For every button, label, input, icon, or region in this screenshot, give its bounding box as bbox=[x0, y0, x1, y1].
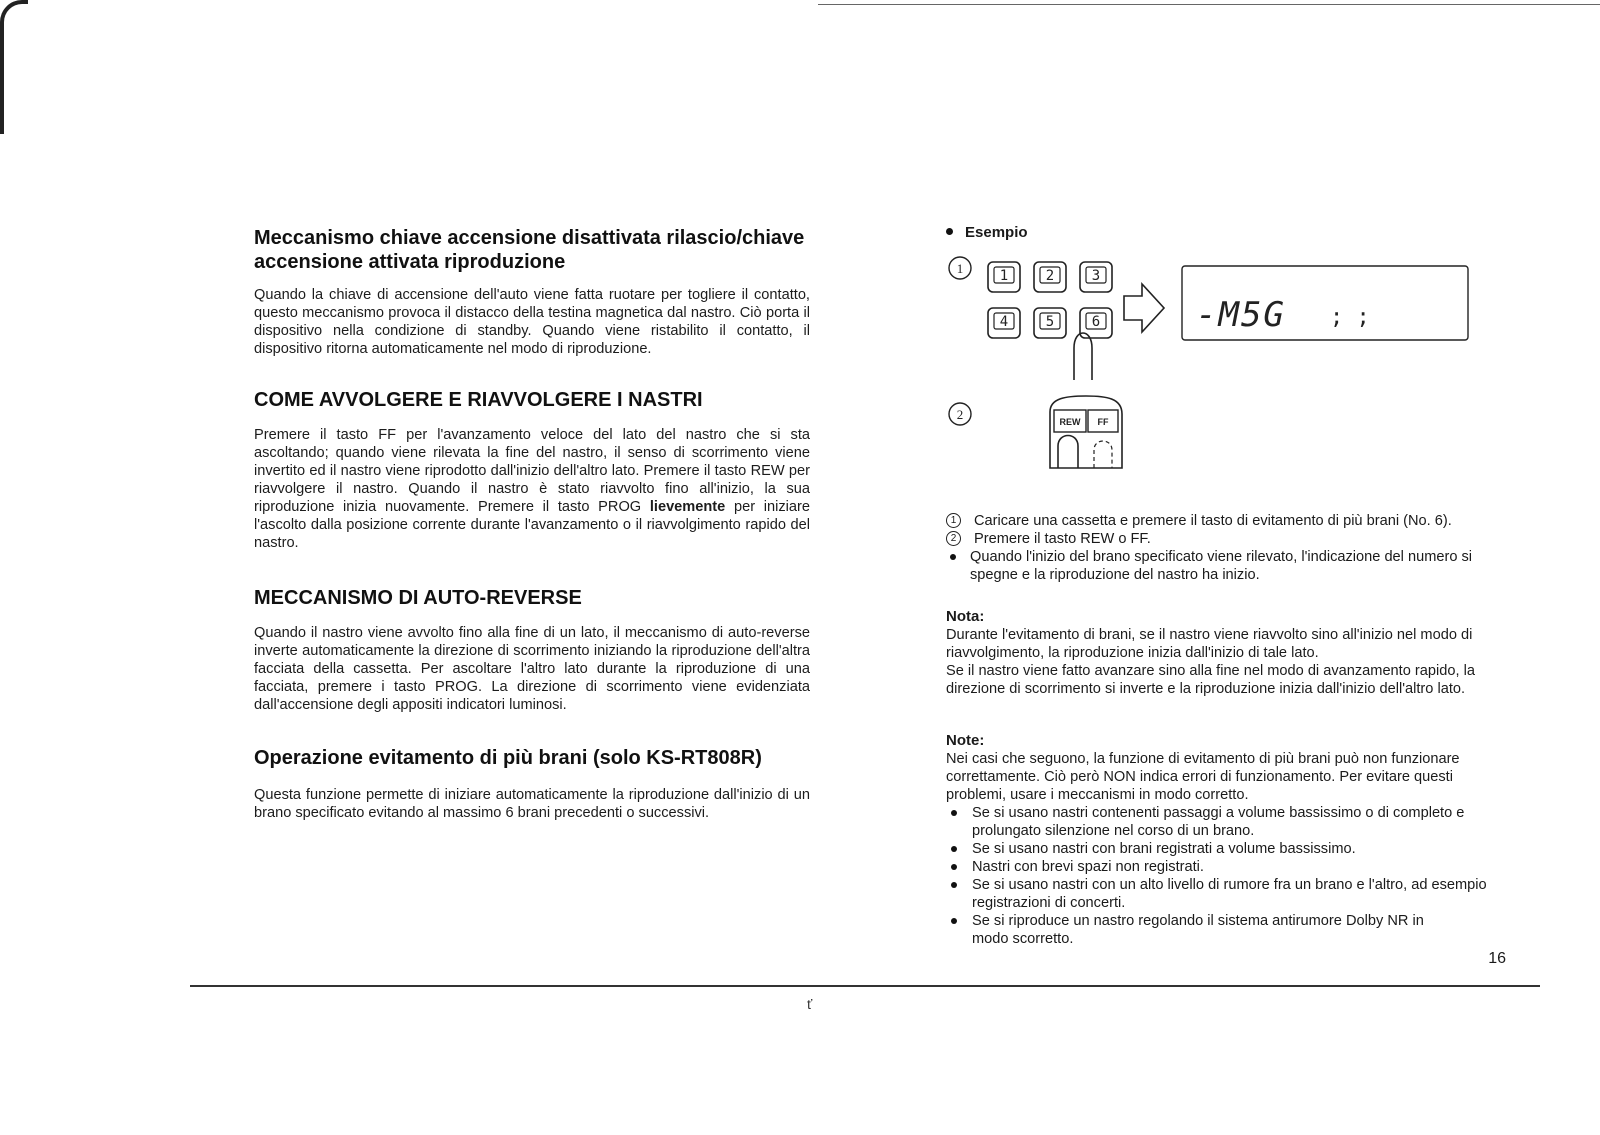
nota-block bbox=[946, 608, 1506, 698]
section-title: Operazione evitamento di più brani (solo KS-RT808R) bbox=[254, 747, 762, 769]
preset-button-label: 2 bbox=[1045, 268, 1055, 284]
bullet-icon bbox=[950, 554, 956, 560]
bullet-icon bbox=[951, 864, 957, 870]
section-body: Quando il nastro viene avvolto fino alla fine di un lato, il meccanismo di auto-reverse inverte automaticamente la direzione di scorrimento iniziando la riproduzione dell'altra facciata della cassetta. Per ascoltare l'altro lato durante la riproduzione di una facciata, premere i tasto PROG. La direzione di scorrimento viene evidenziata dall'accensione degli appositi indicatori luminosi. bbox=[254, 625, 810, 713]
preset-button-4 bbox=[988, 308, 1020, 338]
arrow-right-icon bbox=[1124, 284, 1164, 332]
preset-buttons bbox=[988, 262, 1112, 338]
preset-button-3 bbox=[1080, 262, 1112, 292]
rew-ff-buttons bbox=[1050, 396, 1122, 468]
example-heading: Esempio bbox=[946, 224, 1028, 241]
left-column bbox=[254, 226, 810, 852]
svg-text:1: 1 bbox=[956, 261, 964, 276]
bullet-icon bbox=[946, 228, 953, 235]
nota-paragraph: Se il nastro viene fatto avanzare sino alla fine nel modo di avanzamento rapido, la direzione di scorrimento si inverte e la riproduzione inizia dall'inizio dell'altro lato. bbox=[946, 663, 1475, 697]
section-auto-reverse bbox=[254, 586, 810, 714]
note-item: Se si usano nastri contenenti passaggi a volume bassissimo o di completo e prolungato silenzione nel corso di un brano. bbox=[946, 804, 1506, 840]
top-rule bbox=[818, 4, 1600, 5]
nota-title: Nota: bbox=[946, 608, 985, 625]
section-title: Meccanismo chiave accensione disattivata rilascio/chiave accensione attivata riproduzione bbox=[254, 227, 805, 273]
bullet-icon bbox=[951, 846, 957, 852]
bullet-icon bbox=[951, 810, 957, 816]
step-1-marker bbox=[949, 257, 971, 279]
page-number: 16 bbox=[1488, 950, 1506, 967]
preset-button-label: 4 bbox=[999, 314, 1009, 330]
svg-text:; ;: ; ; bbox=[1330, 305, 1370, 330]
section-body: Premere il tasto FF per l'avanzamento veloce del lato del nastro che si sta ascoltando; quando viene rilevata la fine del nastro, il senso di scorrimento viene invertito ed il nastro viene riprodotto dall'inizio dell'altro lato. Premere il tasto REW per riavvolgere il nastro. Quando il nastro è stato riavvolto fino all'inizio, la sua riproduzione inizia nuovamente. Premere il tasto PROG lievemente per iniziare l'ascolto dalla posizione corrente durante l'avanzamento o il riavvolgimento rapido del nastro. bbox=[254, 427, 811, 551]
finger-icon bbox=[1074, 333, 1092, 380]
note-item: Se si usano nastri con un alto livello di rumore fra un brano e l'altro, ad esempio registrazioni di concerti. bbox=[946, 876, 1506, 912]
note-title: Note: bbox=[946, 732, 985, 749]
preset-button-5 bbox=[1034, 308, 1066, 338]
step-item: 1 Caricare una cassetta e premere il tasto di evitamento di più brani (No. 6). bbox=[946, 512, 1506, 530]
bullet-icon bbox=[951, 882, 957, 888]
step-item: 2 Premere il tasto REW o FF. bbox=[946, 530, 1506, 548]
bottom-rule bbox=[190, 985, 1540, 987]
binding-corner-mark bbox=[0, 0, 28, 134]
section-multi-skip bbox=[254, 746, 810, 822]
note-intro: Nei casi che seguono, la funzione di evitamento di più brani può non funzionare correttamente. Ciò però NON indica errori di funzionamento. Per evitare questi problemi, usare i meccanismi in modo corretto. bbox=[946, 751, 1460, 803]
note-item: Se si riproduce un nastro regolando il sistema antirumore Dolby NR in modo scorretto. bbox=[946, 912, 1506, 948]
note-item: Nastri con brevi spazi non registrati. bbox=[946, 858, 1506, 876]
section-wind-rewind bbox=[254, 388, 810, 552]
section-title: COME AVVOLGERE E RIAVVOLGERE I NASTRI bbox=[254, 389, 703, 411]
section-body: Quando la chiave di accensione dell'auto viene fatta ruotare per togliere il contatto, questo meccanismo provoca il distacco della testina magnetica dal nastro. Ciò porta il dispositivo nella condizione di standby. Quando viene ristabilito il contatto, il dispositivo ritorna automaticamente nel modo di riproduzione. bbox=[254, 287, 810, 357]
bullet-icon bbox=[951, 918, 957, 924]
svg-text:REW: REW bbox=[1059, 417, 1081, 427]
preset-button-label: 3 bbox=[1091, 268, 1101, 284]
preset-button-label: 5 bbox=[1045, 314, 1055, 330]
footer-tick: ť bbox=[807, 996, 813, 1012]
section-title: MECCANISMO DI AUTO-REVERSE bbox=[254, 587, 582, 609]
note-block bbox=[946, 732, 1506, 967]
svg-text:2: 2 bbox=[956, 407, 964, 422]
preset-button-2 bbox=[1034, 262, 1066, 292]
preset-button-1 bbox=[988, 262, 1020, 292]
preset-button-label: 6 bbox=[1091, 314, 1101, 330]
step-2-marker bbox=[949, 403, 971, 425]
note-item: Se si usano nastri con brani registrati a volume bassissimo. bbox=[946, 840, 1506, 858]
example-diagram bbox=[946, 254, 1506, 474]
preset-button-label: 1 bbox=[999, 268, 1009, 284]
section-body: Questa funzione permette di iniziare automaticamente la riproduzione dall'inizio di un brano specificato evitando al massimo 6 brani precedenti o successivi. bbox=[254, 787, 810, 821]
lcd-display bbox=[1182, 266, 1468, 340]
nota-paragraph: Durante l'evitamento di brani, se il nastro viene riavvolto sino all'inizio nel modo di riavvolgimento, la riproduzione inizia dall'inizio di tale lato. bbox=[946, 627, 1473, 661]
section-ignition-key bbox=[254, 226, 810, 358]
emphasis-lightly: lievemente bbox=[649, 499, 726, 515]
svg-text:-M5G: -M5G bbox=[1196, 295, 1286, 335]
svg-text:FF: FF bbox=[1097, 417, 1109, 427]
steps-list bbox=[946, 512, 1506, 584]
bullet-item: Quando l'inizio del brano specificato viene rilevato, l'indicazione del numero si spegne e la riproduzione del nastro ha inizio. bbox=[946, 548, 1506, 584]
